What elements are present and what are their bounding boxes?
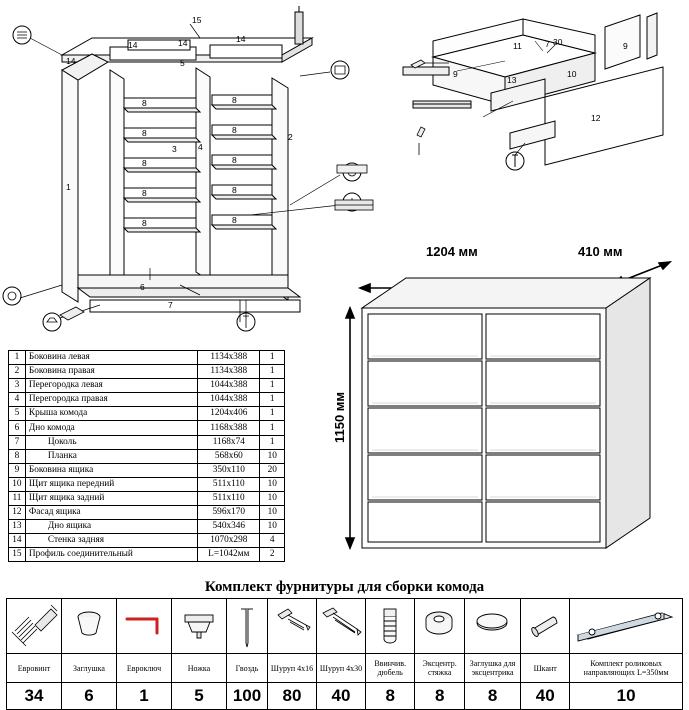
cabinet-dimension-view [332,244,683,577]
exploded-drawer-diagram [395,5,685,175]
part-dimension: 540х346 [198,520,260,534]
table-row [9,421,285,435]
part-number: 13 [9,520,26,534]
part-quantity: 1 [260,435,285,449]
svg-text:14: 14 [178,38,188,48]
part-quantity: 10 [260,477,285,491]
svg-text:8: 8 [232,125,237,135]
part-quantity: 1 [260,393,285,407]
part-number: 6 [9,421,26,435]
svg-text:7: 7 [168,300,173,310]
part-name: Стенка задняя [25,534,197,548]
part-dimension: 350х110 [198,463,260,477]
table-row [9,351,285,365]
part-name: Боковина ящика [25,463,197,477]
part-name: Планка [25,449,197,463]
part-name: Дно комода [25,421,197,435]
part-name: Боковина правая [25,365,197,379]
euro-screw-icon [7,599,62,654]
table-row [9,365,285,379]
part-number: 5 [9,407,26,421]
svg-text:2: 2 [288,132,293,142]
svg-text:14: 14 [236,34,246,44]
svg-text:3: 3 [172,144,177,154]
part-name: Боковина левая [25,351,197,365]
svg-text:14: 14 [66,56,76,66]
kit-item-count: 8 [415,683,464,710]
part-quantity: 10 [260,491,285,505]
part-quantity: 10 [260,449,285,463]
part-number: 4 [9,393,26,407]
kit-label-row [7,654,683,683]
table-row [9,534,285,548]
svg-text:13: 13 [507,75,517,85]
table-row [9,548,285,562]
part-number: 14 [9,534,26,548]
part-dimension: 1168х388 [198,421,260,435]
svg-text:8: 8 [232,95,237,105]
part-dimension: 1044х388 [198,393,260,407]
kit-item-label: Комплект роликовых направляющих L=350мм [570,654,683,683]
table-row [9,449,285,463]
kit-item-label: Эксцентр. стяжка [415,654,464,683]
exploded-cabinet-diagram [0,0,380,345]
kit-item-label: Шуруп 4х16 [268,654,317,683]
allen-key-icon [117,599,172,654]
table-row [9,463,285,477]
part-number: 15 [9,548,26,562]
kit-item-count: 8 [464,683,520,710]
dowel-icon [366,599,415,654]
parts-table-body [9,351,285,562]
part-name: Дно ящика [25,520,197,534]
svg-text:9: 9 [623,41,628,51]
part-number: 11 [9,491,26,505]
parts-table [8,350,285,562]
svg-text:10: 10 [567,69,577,79]
table-row [9,435,285,449]
part-dimension: 1204х406 [198,407,260,421]
part-quantity: 4 [260,534,285,548]
kit-item-label: Гвоздь [227,654,268,683]
svg-text:14: 14 [128,40,138,50]
part-quantity: 1 [260,379,285,393]
kit-item-count: 1 [117,683,172,710]
part-dimension: 568х60 [198,449,260,463]
screw-4x16-icon [268,599,317,654]
cam-cover-icon [464,599,520,654]
kit-item-count: 10 [570,683,683,710]
part-number: 1 [9,351,26,365]
kit-item-label: Евровинт [7,654,62,683]
part-name: Фасад ящика [25,506,197,520]
cabinet-height-label: 1150 мм [332,391,348,444]
hardware-kit-table [6,598,683,710]
kit-item-count: 100 [227,683,268,710]
svg-text:8: 8 [232,185,237,195]
hardware-kit-title: Комплект фурнитуры для сборки комода [204,579,485,595]
table-row [9,491,285,505]
part-name: Цоколь [25,435,197,449]
kit-item-count: 6 [62,683,117,710]
kit-item-count: 40 [521,683,570,710]
table-row [9,506,285,520]
svg-text:15: 15 [192,15,202,25]
part-dimension: 1168х74 [198,435,260,449]
kit-item-label: Заглушка [62,654,117,683]
svg-text:8: 8 [142,158,147,168]
part-number: 12 [9,506,26,520]
part-quantity: 2 [260,548,285,562]
svg-text:8: 8 [142,188,147,198]
part-dimension: 1134х388 [198,365,260,379]
part-quantity: 1 [260,407,285,421]
part-number: 8 [9,449,26,463]
part-number: 2 [9,365,26,379]
part-dimension: 1134х388 [198,351,260,365]
svg-text:7: 7 [545,39,550,49]
svg-text:5: 5 [180,58,185,68]
kit-item-label: Шуруп 4х30 [317,654,366,683]
kit-icon-row [7,599,683,654]
part-name: Щит ящика задний [25,491,197,505]
svg-text:12: 12 [591,113,601,123]
part-name: Перегородка левая [25,379,197,393]
screw-4x30-icon [317,599,366,654]
wood-dowel-icon [521,599,570,654]
part-number: 3 [9,379,26,393]
kit-item-label: Евроключ [117,654,172,683]
part-name: Щит ящика передний [25,477,197,491]
kit-item-label: Ввинчив. дюбель [366,654,415,683]
svg-text:6: 6 [140,282,145,292]
part-dimension: 596х170 [198,506,260,520]
cam-lock-icon [415,599,464,654]
cap-plug-icon [62,599,117,654]
cabinet-width-label: 1204 мм [426,244,478,259]
cabinet-depth-label: 410 мм [578,244,623,259]
table-row [9,379,285,393]
part-quantity: 10 [260,520,285,534]
kit-item-count: 40 [317,683,366,710]
svg-text:9: 9 [453,69,458,79]
table-row [9,393,285,407]
kit-item-label: Ножка [172,654,227,683]
part-name: Перегородка правая [25,393,197,407]
svg-text:11: 11 [513,41,522,51]
table-row [9,407,285,421]
svg-text:8: 8 [142,98,147,108]
part-quantity: 1 [260,421,285,435]
slide-rail-icon [570,599,683,654]
part-number: 10 [9,477,26,491]
kit-item-label: Шкант [521,654,570,683]
svg-text:4: 4 [198,142,203,152]
svg-text:8: 8 [142,218,147,228]
part-name: Крыша комода [25,407,197,421]
nail-icon [227,599,268,654]
foot-icon [172,599,227,654]
part-quantity: 1 [260,365,285,379]
part-quantity: 20 [260,463,285,477]
kit-item-count: 34 [7,683,62,710]
kit-item-count: 5 [172,683,227,710]
kit-count-row [7,683,683,710]
svg-text:8: 8 [232,215,237,225]
part-number: 7 [9,435,26,449]
table-row [9,477,285,491]
part-dimension: 1070х298 [198,534,260,548]
part-name: Профиль соединительный [25,548,197,562]
svg-text:1: 1 [66,182,71,192]
part-dimension: 511х110 [198,477,260,491]
svg-text:8: 8 [142,128,147,138]
svg-text:8: 8 [232,155,237,165]
kit-item-count: 80 [268,683,317,710]
table-row [9,520,285,534]
kit-item-count: 8 [366,683,415,710]
part-dimension: 1044х388 [198,379,260,393]
svg-text:30: 30 [553,37,563,47]
part-dimension: L=1042мм [198,548,260,562]
kit-item-label: Заглушка для эксцентрика [464,654,520,683]
part-dimension: 511х110 [198,491,260,505]
part-number: 9 [9,463,26,477]
part-quantity: 10 [260,506,285,520]
part-quantity: 1 [260,351,285,365]
